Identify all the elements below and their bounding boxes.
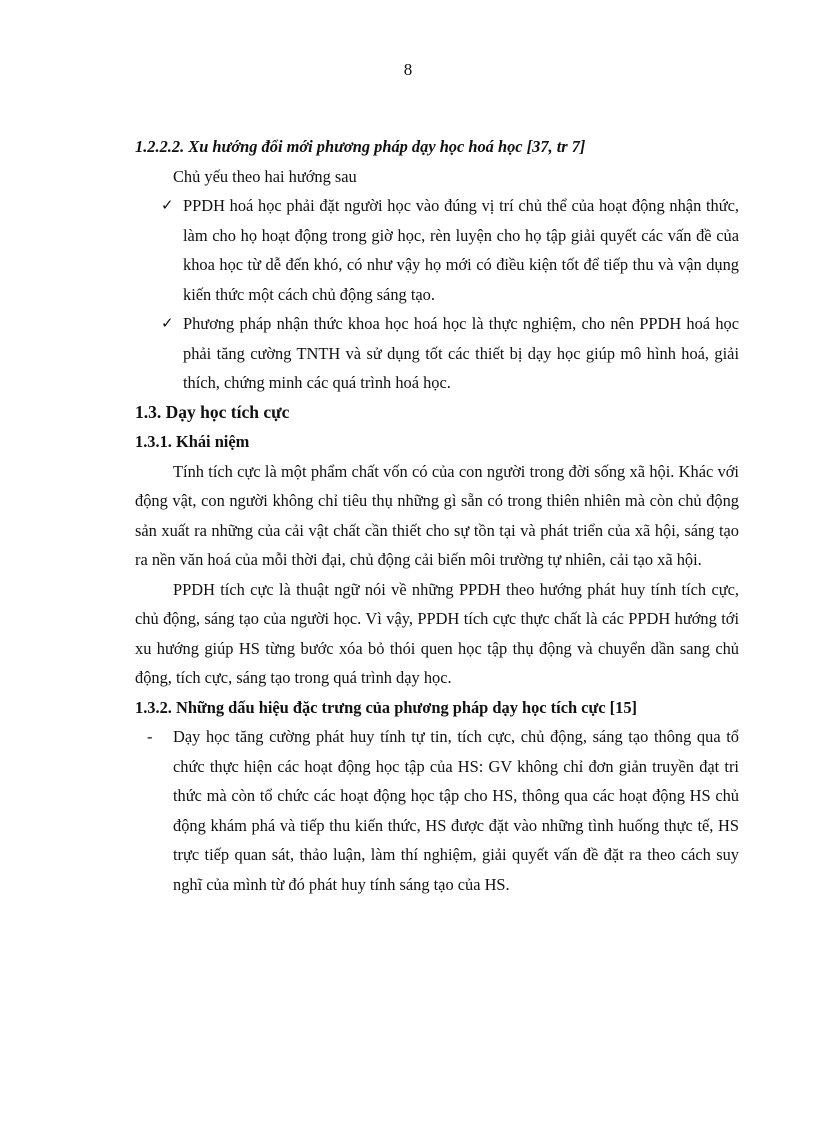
dash-marker: - [147, 727, 153, 746]
heading-1-3-2: 1.3.2. Những dấu hiệu đặc trưng của phương pháp dạy học tích cực [15] [135, 697, 637, 717]
bullet-text: Phương pháp nhận thức khoa học hoá học là thực nghiệm, cho nên PPDH hoá học phải tăng cường TNTH và sử dụng tốt các thiết bị dạy học giúp mô hình hoá, giải thích, chứng minh các quá trình hoá học. [183, 314, 739, 392]
dash-item [135, 722, 739, 899]
bullet-item [135, 191, 739, 309]
heading-1-3-1: 1.3.1. Khái niệm [135, 432, 250, 451]
bullet-item [135, 309, 739, 398]
bullet-text: PPDH hoá học phải đặt người học vào đúng vị trí chủ thể của hoạt động nhận thức, làm cho họ hoạt động trong giờ học, rèn luyện cho họ tập giải quyết các vấn đề của khoa học từ dễ đến khó, có như vậy họ mới có điều kiện tốt để tiếp thu và vận dụng kiến thức một cách chủ động sáng tạo. [183, 196, 739, 304]
intro-paragraph: Chủ yếu theo hai hướng sau [173, 166, 357, 186]
heading-1-3: 1.3. Dạy học tích cực [135, 401, 290, 422]
page-number: 8 [403, 60, 413, 79]
paragraph: PPDH tích cực là thuật ngữ nói về những PPDH theo hướng phát huy tính tích cực, chủ động, sáng tạo của người học. Vì vậy, PPDH tích cực thực chất là các PPDH hướng tới xu hướng giúp HS từng bước xóa bỏ thói quen học tập thụ động và chuyển dần sang chủ động, tích cực, sáng tạo trong quá trình dạy học. [135, 579, 739, 687]
checkmark-icon: ✓ [161, 196, 174, 214]
dash-item-text: Dạy học tăng cường phát huy tính tự tin, tích cực, chủ động, sáng tạo thông qua tổ chức thực hiện các hoạt động học tập của HS: GV không chỉ đơn giản truyền đạt tri thức mà còn tổ chức các hoạt động học tập cho HS, thông qua các hoạt động HS chủ động khám phá và tiếp thu kiến thức, HS được đặt vào những tình huống thực tế, HS trực tiếp quan sát, thảo luận, làm thí nghiệm, giải quyết vấn đề đặt ra theo cách suy nghĩ của mình từ đó phát huy tính sáng tạo của HS. [173, 727, 739, 894]
checkmark-icon: ✓ [161, 314, 174, 332]
paragraph: Tính tích cực là một phẩm chất vốn có của con người trong đời sống xã hội. Khác với động vật, con người không chỉ tiêu thụ những gì sẵn có trong thiên nhiên mà còn chủ động sản xuất ra những của cải vật chất cần thiết cho sự tồn tại và phát triển của xã hội, sáng tạo ra nền văn hoá của mỗi thời đại, chủ động cải biến môi trường tự nhiên, cải tạo xã hội. [135, 461, 739, 569]
heading-1-2-2-2: 1.2.2.2. Xu hướng đổi mới phương pháp dạy học hoá học [37, tr 7] [135, 137, 586, 156]
page-content [135, 132, 739, 899]
